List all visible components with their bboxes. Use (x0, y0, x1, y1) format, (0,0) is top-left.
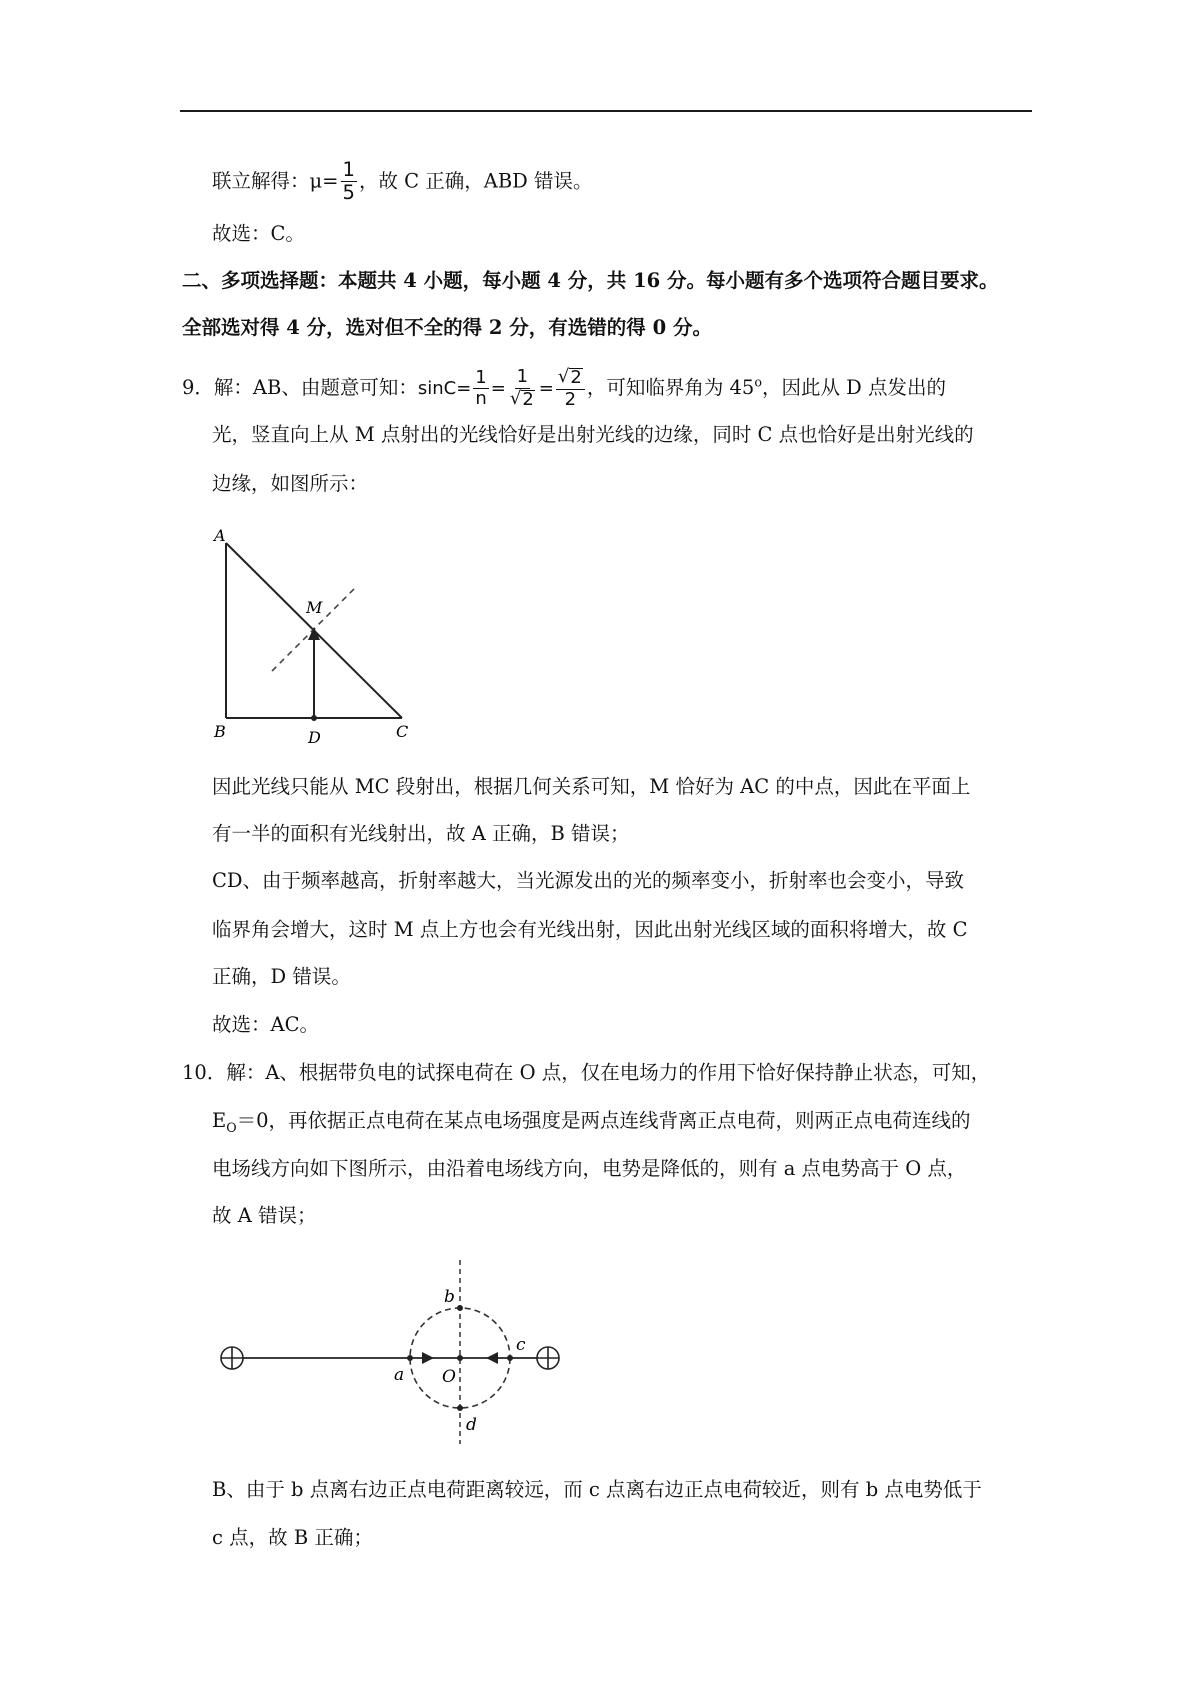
header-rule (180, 110, 1032, 112)
left-positive-charge-icon (221, 1347, 243, 1369)
point-d-dot (311, 715, 317, 721)
q9-cd-3: 正确，D 错误。 (212, 965, 351, 988)
q9-number: 9． (182, 375, 214, 399)
frac-1-n (473, 366, 488, 410)
q10-line3: 电场线方向如下图所示，由沿着电场线方向，电势是降低的，则有 a 点电势高于 O 点， (212, 1157, 967, 1180)
arrow-right-icon (422, 1352, 434, 1364)
f3-den: 2 (564, 388, 577, 410)
label-b: B (214, 722, 226, 741)
f1-num: 1 (475, 366, 487, 388)
solution-line-mu (212, 160, 593, 204)
q9-after-degree: ，因此从 D 点发出的 (761, 375, 946, 399)
eo-subscript: O (226, 1119, 237, 1135)
frac-1-sqrt2 (508, 368, 537, 410)
sqrt-icon: √ (509, 387, 522, 409)
f2-den (508, 389, 537, 410)
label-a: a (394, 1365, 405, 1385)
triangle-figure (210, 525, 409, 747)
q10-b-2: c 点，故 B 正确； (212, 1526, 373, 1549)
eq-sign: = (538, 377, 554, 399)
q9-cd-1: CD、由于频率越高，折射率越大，当光源发出的光的频率变小，折射率也会变小，导致 (212, 869, 965, 892)
mu-fraction (341, 160, 357, 204)
section-heading-line1: 二、多项选择题：本题共 4 小题，每小题 4 分，共 16 分。每小题有多个选项符合题目要求。 (182, 269, 999, 292)
label-d: d (466, 1415, 477, 1435)
sqrt-icon: √ (557, 366, 570, 387)
q9-cd-2: 临界角会增大，这时 M 点上方也会有光线出射，因此出射光线区域的面积将增大，故 C (212, 918, 968, 941)
q10-line1-text: 解：A、根据带负电的试探电荷在 O 点，仅在电场力的作用下恰好保持静止状态，可知， (226, 1061, 991, 1084)
mu-prefix: 联立解得：μ= (212, 169, 339, 193)
f1-den: n (475, 388, 487, 410)
f3-num-radicand: 2 (570, 367, 582, 388)
f2-den-radicand: 2 (522, 388, 534, 410)
point-o-dot (457, 1355, 463, 1361)
label-b: b (444, 1287, 455, 1307)
point-d-dot (457, 1405, 463, 1411)
degree-mark: o (754, 374, 762, 390)
label-d: D (308, 728, 321, 747)
q9-line2: 光，竖直向上从 M 点射出的光线恰好是出射光线的边缘，同时 C 点也恰好是出射光线的 (212, 423, 974, 446)
answer-c: 故选：C。 (212, 222, 305, 245)
label-o: O (442, 1367, 456, 1387)
charges-figure (210, 1248, 570, 1448)
label-c: C (396, 722, 409, 741)
q10-number: 10． (182, 1061, 227, 1084)
mu-denominator: 5 (342, 181, 355, 205)
q9-line1 (182, 368, 946, 410)
frac-sqrt2-2 (556, 368, 585, 410)
point-a-dot (407, 1355, 413, 1361)
f3-num (556, 368, 585, 390)
eq-sign: = (490, 377, 506, 399)
eq-sign: = (456, 377, 472, 399)
q9-after-fig-2: 有一半的面积有光线射出，故 A 正确，B 错误； (212, 822, 630, 845)
arrow-left-icon (486, 1352, 498, 1364)
q9-after-formula: ，可知临界角为 45 (586, 375, 755, 399)
q10-line1 (182, 1063, 990, 1083)
q10-b-1: B、由于 b 点离右边正点电荷距离较远，而 c 点离右边正点电荷较近，则有 b 点电势低于 (212, 1478, 982, 1501)
mu-numerator: 1 (342, 158, 355, 181)
q9-answer: 故选：AC。 (212, 1013, 320, 1036)
mu-suffix: ，故 C 正确，ABD 错误。 (358, 169, 593, 193)
label-m: M (306, 598, 323, 617)
f2-num: 1 (516, 366, 529, 387)
point-c-dot (507, 1355, 513, 1361)
sinc-formula (417, 366, 587, 410)
q10-line2 (212, 1111, 971, 1135)
label-c: c (516, 1335, 526, 1355)
q9-line3: 边缘，如图所示： (212, 472, 369, 495)
q10-line4: 故 A 错误； (212, 1204, 317, 1227)
label-a: A (214, 526, 226, 545)
right-positive-charge-icon (537, 1347, 559, 1369)
q10-line2-text: ＝0，再依据正点电荷在某点电场强度是两点连线背离正点电荷，则两正点电荷连线的 (236, 1109, 971, 1132)
section-heading-line2: 全部选对得 4 分，选对但不全的得 2 分，有选错的得 0 分。 (182, 316, 712, 339)
eo-symbol: E (212, 1109, 227, 1132)
q9-lead: 解：AB、由题意可知： (213, 375, 418, 399)
sinc-lhs: sinC (417, 377, 457, 399)
point-b-dot (457, 1305, 463, 1311)
q9-after-fig-1: 因此光线只能从 MC 段射出，根据几何关系可知，M 恰好为 AC 的中点，因此在平面上 (212, 775, 971, 798)
